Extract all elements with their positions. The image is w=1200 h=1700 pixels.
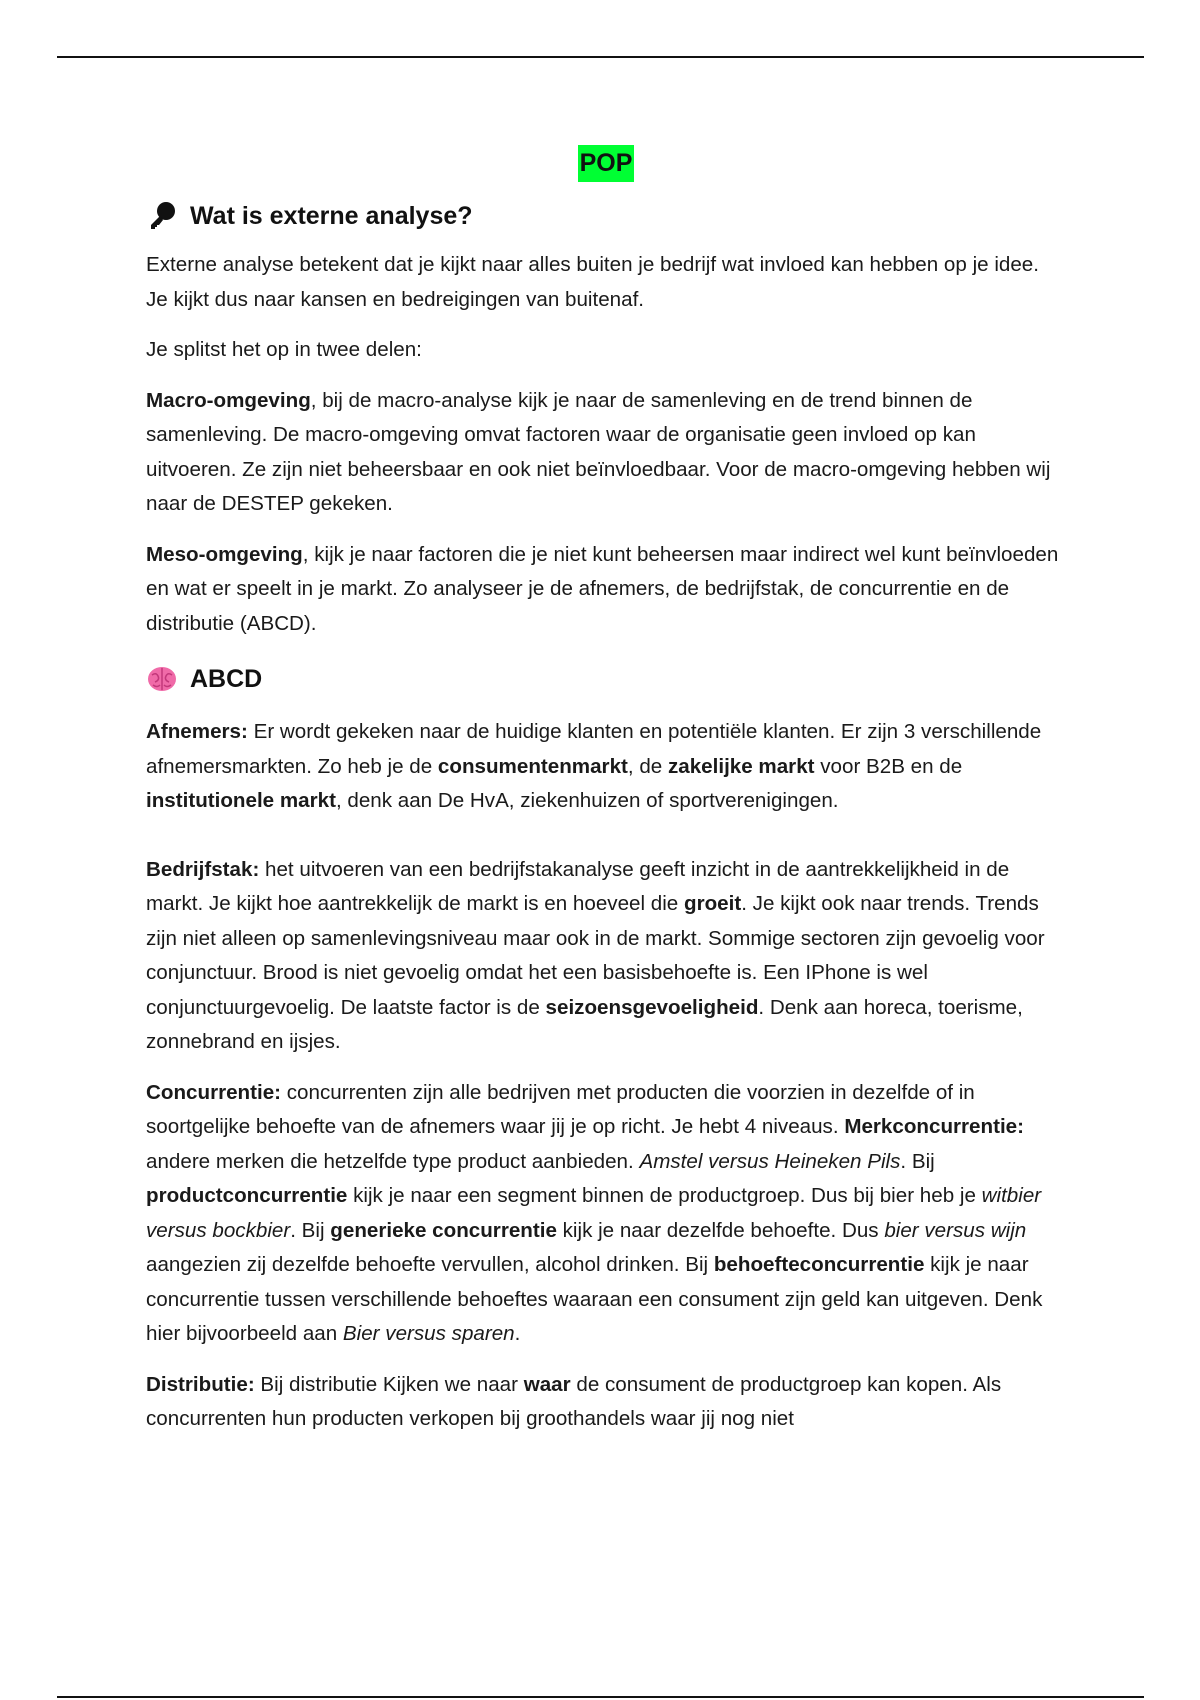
header-rule — [57, 56, 1144, 58]
afnemers-text: Er wordt gekeken naar de huidige klanten en potentiële klanten. Er zijn 3 verschillende afnemersmarkten. Zo heb je de — [146, 720, 1042, 778]
concurrentie-bold: Merkconcurrentie: — [844, 1115, 1024, 1138]
distributie-paragraph — [146, 1368, 1066, 1437]
afnemers-paragraph — [146, 715, 1066, 819]
bedrijfstak-text: . Denk aan horeca, toerisme, zonnebrand en ijsjes. — [146, 995, 1023, 1053]
macro-text: , bij de macro-analyse kijk je naar de samenleving en de trend binnen de samenleving. De macro-omgeving omvat factoren waar de organisatie geen invloed op kan uitvoeren. Ze zijn niet beheersbaar en ook niet beïnvloedbaar. Voor de macro-omgeving hebben wij naar de DESTEP gekeken. — [146, 388, 1051, 515]
concurrentie-text: kijk je naar een segment binnen de productgroep. Dus bij bier heb je — [347, 1184, 982, 1207]
concurrentie-italic: Bier versus sparen — [342, 1322, 515, 1345]
afnemers-bold: consumentenmarkt — [437, 754, 628, 778]
meso-paragraph — [146, 538, 1066, 642]
heading-text: ABCD — [190, 664, 263, 693]
bedrijfstak-term: Bedrijfstak: — [146, 857, 260, 881]
concurrentie-bold: productconcurrentie — [146, 1184, 348, 1207]
macro-paragraph — [146, 384, 1066, 522]
footer-rule — [57, 1696, 1144, 1698]
meso-term: Meso-omgeving — [146, 542, 303, 566]
concurrentie-italic: witbier versus bockbier — [146, 1184, 1042, 1242]
afnemers-bold: institutionele markt — [146, 789, 336, 812]
document-body — [146, 145, 1066, 1437]
concurrentie-text: kijk je naar concurrentie tussen verschillende behoeftes waaraan een consument zijn geld kan uitgeven. Denk hier bijvoorbeeld aan — [146, 1253, 1043, 1345]
concurrentie-term: Concurrentie: — [146, 1080, 282, 1104]
distributie-text: de consument de productgroep kan kopen. Als concurrenten hun producten verkopen bij groothandels waar jij nog niet — [146, 1372, 1002, 1430]
concurrentie-bold: behoefteconcurrentie — [713, 1253, 925, 1276]
macro-term: Macro-omgeving — [146, 388, 311, 412]
concurrentie-text: kijk je naar dezelfde behoefte. Dus — [556, 1218, 885, 1242]
brain-icon — [146, 663, 178, 695]
afnemers-bold: zakelijke markt — [667, 754, 815, 778]
distributie-bold: waar — [523, 1372, 571, 1396]
key-icon — [146, 200, 178, 232]
concurrentie-text: . Bij — [900, 1149, 935, 1173]
split-intro: Je splitst het op in twee delen: — [146, 338, 422, 361]
concurrentie-text: . — [514, 1322, 521, 1345]
afnemers-text: , de — [627, 754, 668, 778]
concurrentie-text: concurrenten zijn alle bedrijven met producten die voorzien in dezelfde of in soortgelijke behoefte van de afnemers waar jij je op richt. Je hebt 4 niveaus. — [146, 1080, 975, 1138]
concurrentie-paragraph — [146, 1076, 1066, 1352]
meso-text: , kijk je naar factoren die je niet kunt beheersen maar indirect wel kunt beïnvloeden en wat er speelt in je markt. Zo analyseer je de afnemers, de bedrijfstak, de concurrentie en de distributie (ABCD). — [146, 542, 1059, 635]
heading-abcd — [146, 661, 1066, 697]
concurrentie-text: aangezien zij dezelfde behoefte vervullen, alcohol drinken. Bij — [146, 1253, 714, 1276]
concurrentie-bold: generieke concurrentie — [330, 1218, 557, 1242]
afnemers-text: voor B2B en de — [814, 754, 963, 778]
concurrentie-italic: bier versus wijn — [884, 1218, 1027, 1242]
bedrijfstak-bold: seizoensgevoeligheid — [545, 995, 759, 1019]
title-wrap — [146, 145, 1066, 182]
bedrijfstak-paragraph — [146, 853, 1066, 1060]
heading-text: Wat is externe analyse? — [190, 201, 473, 230]
concurrentie-text: . Bij — [290, 1218, 331, 1242]
afnemers-term: Afnemers: — [146, 720, 248, 743]
heading-externe-analyse — [146, 198, 1066, 234]
document-title: POP — [578, 145, 635, 182]
afnemers-text: , denk aan De HvA, ziekenhuizen of sportverenigingen. — [335, 789, 839, 812]
bedrijfstak-text: . Je kijkt ook naar trends. Trends zijn niet alleen op samenlevingsniveau maar ook in de markt. Sommige sectoren zijn gevoelig voor conjunctuur. Brood is niet gevoelig omdat het een basisbehoefte is. Een IPhone is wel conjunctuurgevoelig. De laatste factor is de — [146, 892, 1045, 1019]
bedrijfstak-bold: groeit — [683, 892, 742, 915]
concurrentie-text: andere merken die hetzelfde type product aanbieden. — [146, 1149, 640, 1173]
intro-paragraph: Externe analyse betekent dat je kijkt naar alles buiten je bedrijf wat invloed kan hebben op je idee. Je kijkt dus naar kansen en bedreigingen van buitenaf. — [146, 253, 1039, 311]
distributie-term: Distributie: — [146, 1372, 255, 1396]
concurrentie-italic: Amstel versus Heineken Pils — [639, 1149, 901, 1173]
distributie-text: Bij distributie Kijken we naar — [254, 1372, 524, 1396]
bedrijfstak-text: het uitvoeren van een bedrijfstakanalyse geeft inzicht in de aantrekkelijkheid in de markt. Je kijkt hoe aantrekkelijk de markt is en hoeveel die — [146, 857, 1010, 915]
